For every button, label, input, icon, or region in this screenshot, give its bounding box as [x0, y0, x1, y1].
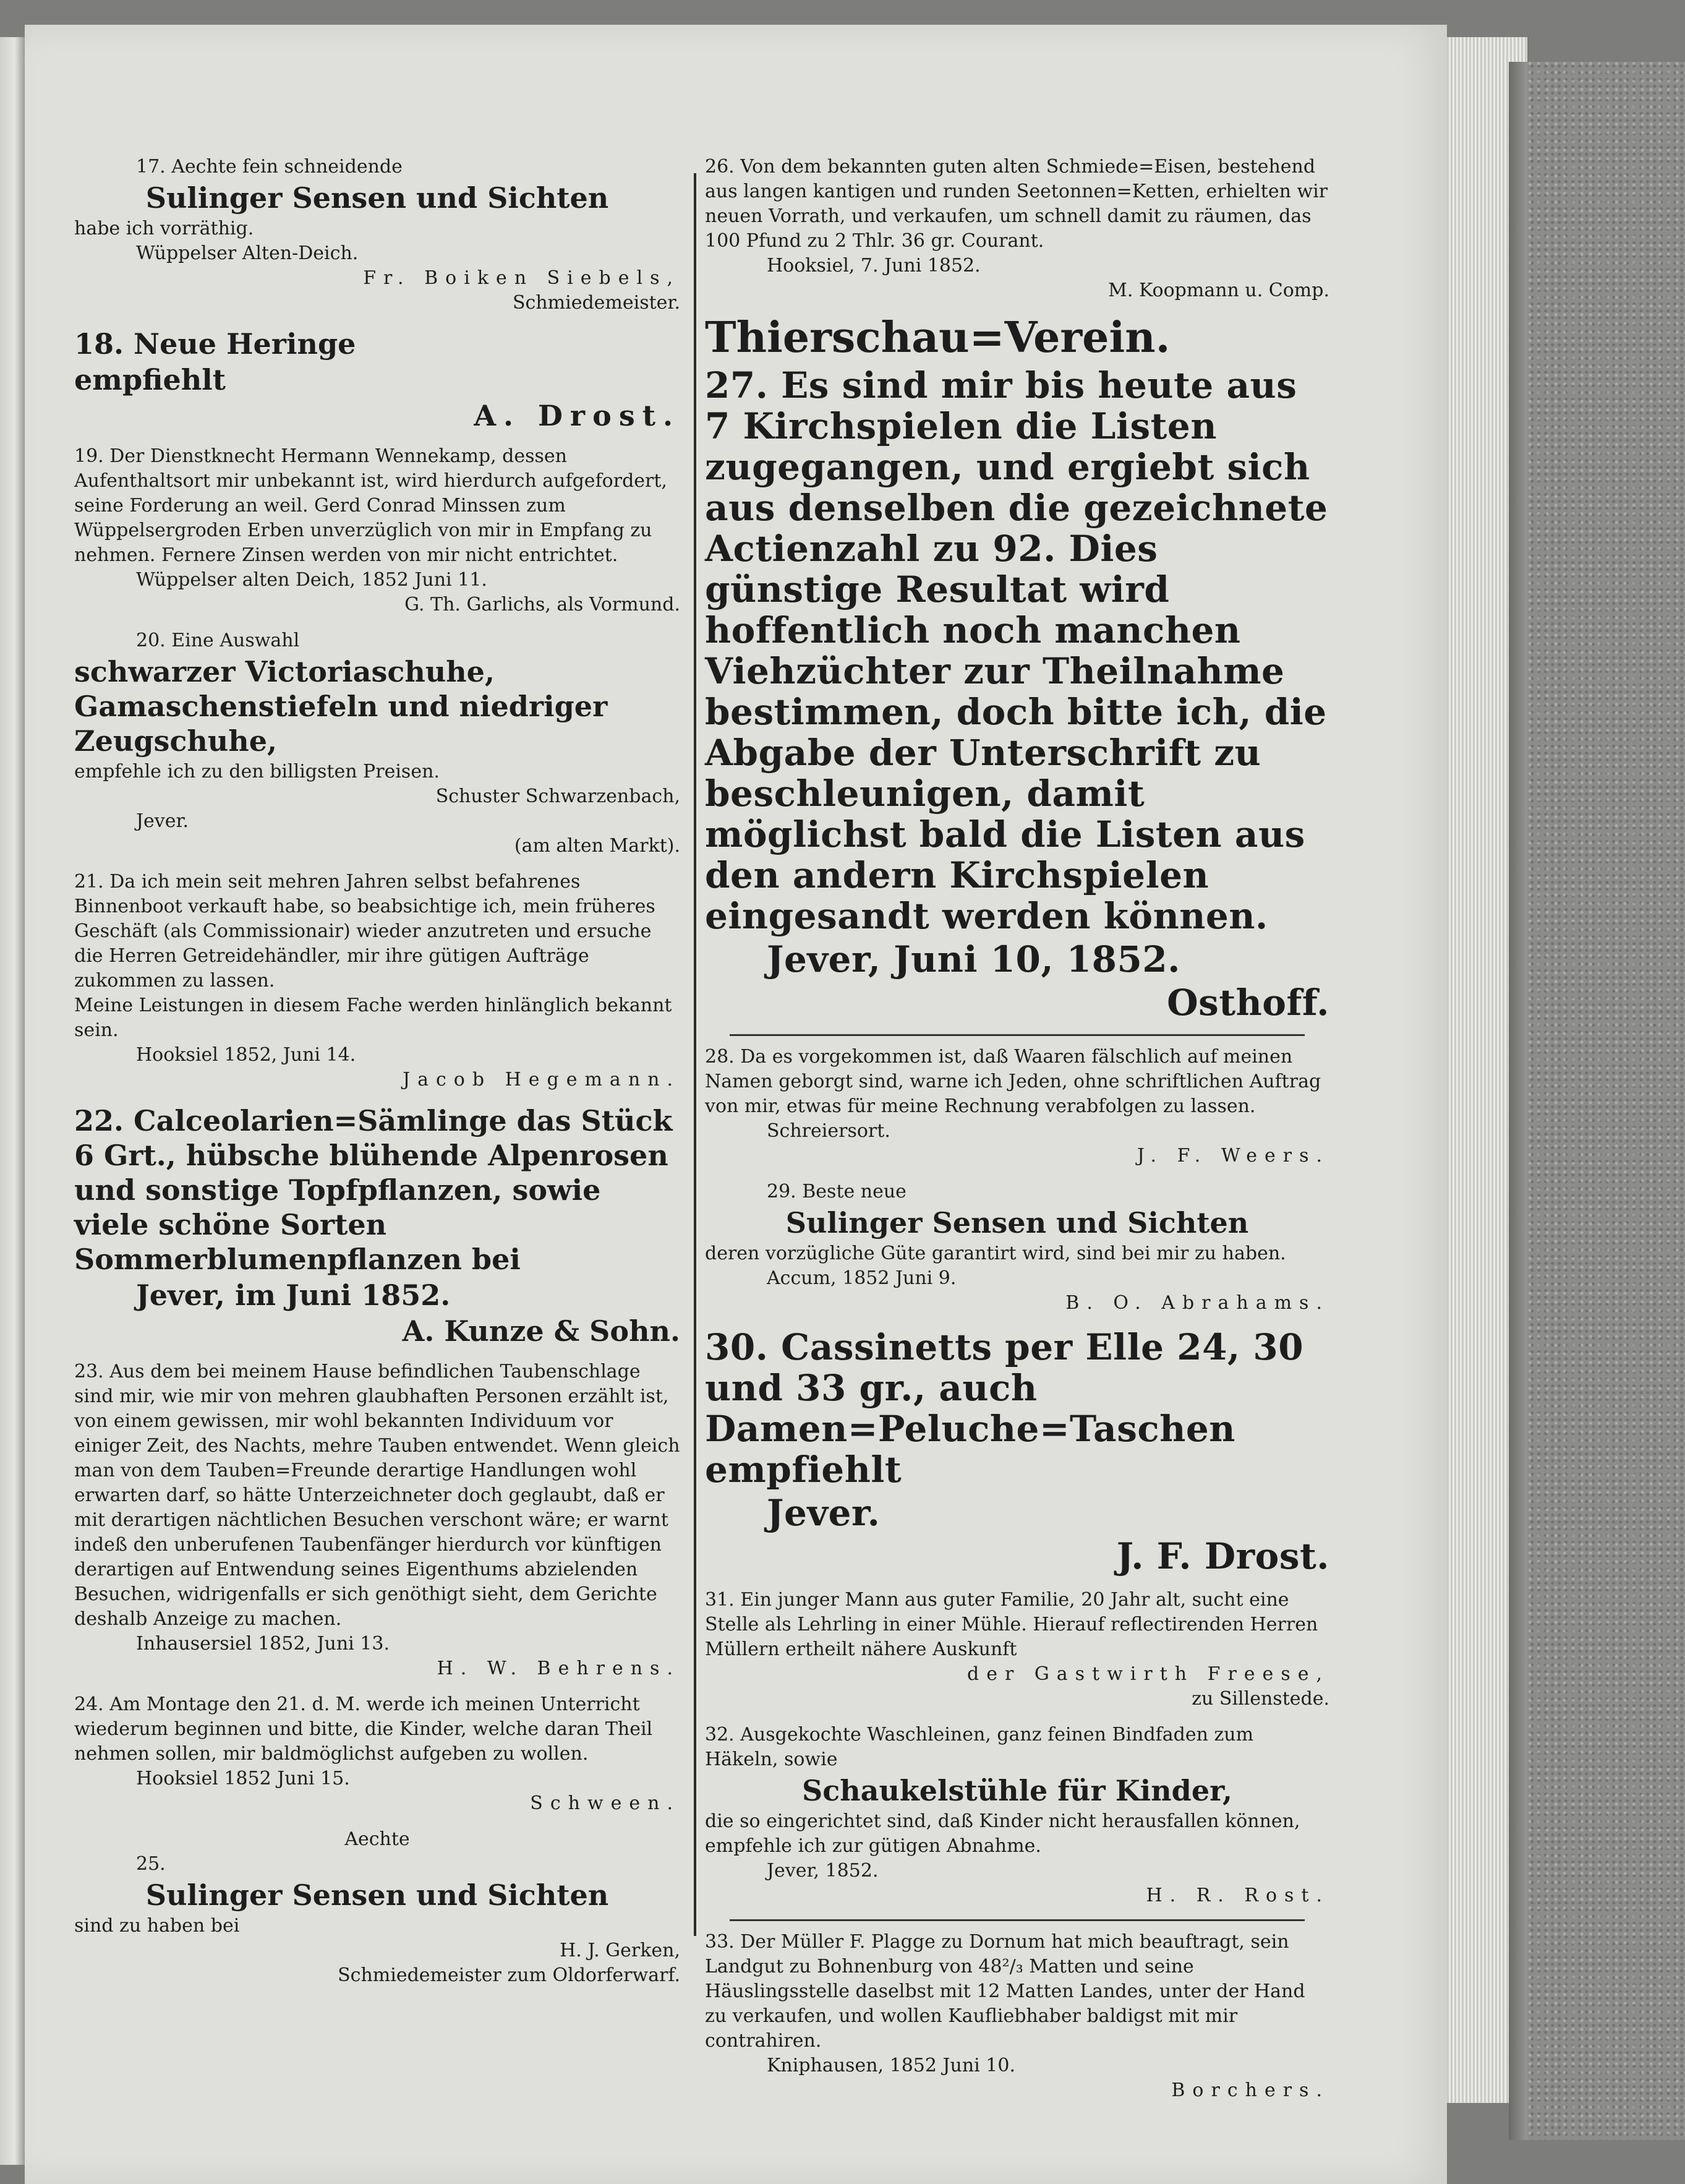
- ad-signature-title: Schmiedemeister.: [512, 292, 680, 314]
- ad-18: [74, 327, 680, 433]
- ad-signature: A. Drost.: [474, 399, 680, 432]
- ad-signature: H. W. Behrens.: [437, 1658, 680, 1679]
- ad-signature: Jacob Hegemann.: [403, 1069, 680, 1090]
- ad-17: [74, 155, 680, 315]
- ad-signature-address: (am alten Markt).: [514, 835, 680, 857]
- ad-33: [705, 1930, 1329, 2103]
- ad-text: sind zu haben bei: [74, 1915, 240, 1937]
- separator-rule: [730, 1034, 1305, 1036]
- ad-19: [74, 444, 680, 617]
- ad-place: Jever, im Juni 1852.: [136, 1278, 451, 1312]
- ad-place: Inhausersiel 1852, Juni 13.: [136, 1633, 390, 1655]
- ad-title: Schaukelstühle für Kinder,: [801, 1774, 1233, 1807]
- ad-22: [74, 1103, 680, 1348]
- ad-title: 22. Calceolarien=Sämlinge das Stück 6 Grt., hübsche blühende Alpenrosen und sonstige Topfpflanzen, sowie viele schöne Sorten Sommerblumenpflanzen bei: [74, 1104, 673, 1276]
- ad-30: [705, 1327, 1329, 1577]
- separator-rule: [730, 1919, 1305, 1921]
- ad-place: Schreiersort.: [767, 1120, 890, 1142]
- column-divider: [694, 173, 696, 1936]
- ad-heading: 32. Ausgekochte Waschleinen, ganz feinen Bindfaden zum Häkeln, sowie: [705, 1724, 1254, 1770]
- ad-heading: 17. Aechte fein schneidende: [136, 156, 403, 178]
- ad-heading: 20. Eine Auswahl: [136, 630, 300, 651]
- ad-signature: Osthoff.: [1167, 982, 1329, 1024]
- ad-place: Hooksiel 1852 Juni 15.: [136, 1768, 350, 1789]
- right-column: [705, 155, 1329, 2114]
- ad-signature: A. Kunze & Sohn.: [402, 1314, 680, 1348]
- ad-text: deren vorzügliche Güte garantirt wird, sind bei mir zu haben.: [705, 1243, 1286, 1264]
- ad-heading: Aechte: [344, 1828, 410, 1850]
- ad-text: habe ich vorräthig.: [74, 218, 254, 239]
- ad-place: Jever, 1852.: [767, 1860, 879, 1882]
- left-column: [74, 155, 680, 1999]
- ad-signature: G. Th. Garlichs, als Vormund.: [404, 594, 680, 615]
- ad-32: [705, 1723, 1329, 1908]
- ad-signature-title: Schmiedemeister zum Oldorferwarf.: [338, 1964, 680, 1986]
- ad-place: Jever.: [767, 1492, 881, 1534]
- ad-text: die so eingerichtet sind, daß Kinder nicht herausfallen können, empfehle ich zur gütigen Abnahme.: [705, 1810, 1300, 1857]
- ad-title: schwarzer Victoriaschuhe, Gamaschenstiefeln und niedriger Zeugschuhe,: [74, 655, 608, 758]
- ad-title: 18. Neue Heringe: [74, 327, 356, 361]
- ad-number: 25.: [136, 1853, 166, 1875]
- ad-place: Jever.: [136, 810, 189, 832]
- ad-signature: J. F. Weers.: [1137, 1145, 1329, 1167]
- ad-signature: Fr. Boiken Siebels,: [363, 267, 680, 289]
- ad-signature: Borchers.: [1171, 2079, 1329, 2101]
- ad-text: 24. Am Montage den 21. d. M. werde ich meinen Unterricht wiederum beginnen und bitte, die Kinder, welche daran Theil nehmen sollen, mir baldmöglichst aufgeben zu wollen.: [74, 1694, 653, 1765]
- ad-signature: Schuster Schwarzenbach,: [435, 786, 680, 807]
- ad-25: [74, 1827, 680, 1988]
- ad-27: [705, 314, 1329, 1023]
- ad-place: Kniphausen, 1852 Juni 10.: [767, 2055, 1015, 2076]
- ad-text: 19. Der Dienstknecht Hermann Wennekamp, dessen Aufenthaltsort mir unbekannt ist, wird hierdurch aufgefordert, seine Forderung an weil. Gerd Conrad Minssen zum Wüppelsergroden Erben unverzüglich von mir in Empfang zu nehmen. Fernere Zinsen werden von mir nicht entrichtet.: [74, 445, 667, 566]
- book-cover: [1527, 62, 1685, 2140]
- ad-place: Hooksiel 1852, Juni 14.: [136, 1044, 356, 1066]
- previous-page-edge: [0, 37, 25, 2165]
- ad-signature: J. F. Drost.: [1116, 1535, 1329, 1577]
- ad-28: [705, 1045, 1329, 1168]
- ad-title: 30. Cassinetts per Elle 24, 30 und 33 gr., auch Damen=Peluche=Taschen empfiehlt: [705, 1326, 1304, 1491]
- ad-text: 28. Da es vorgekommen ist, daß Waaren fälschlich auf meinen Namen geborgt sind, warne ich Jeden, ohne schriftlichen Auftrag von mir, etwas für meine Rechnung verabfolgen zu lassen.: [705, 1046, 1321, 1117]
- ad-text: 23. Aus dem bei meinem Hause befindlichen Taubenschlage sind mir, wie mir von mehren glaubhaften Personen erzählt ist, von einem gewissen, mir wohl bekannten Individuum vor einiger Zeit, des Nachts, mehre Tauben entwendet. Wenn gleich man von dem Tauben=Freunde derartige Handlungen wohl erwarten darf, so hätte Unterzeichneter doch geglaubt, daß er mit derartigen nächtlichen Besuchen verschont wäre; er warnt indeß den unberufenen Taubenfänger hierdurch vor künftigen derartigen auf Entwendung seines Eigenthums abzielenden Besuchen, widrigenfalls er sich genöthigt sieht, dem Gerichte deshalb Anzeige zu machen.: [74, 1361, 680, 1630]
- ad-29: [705, 1180, 1329, 1316]
- ad-place: Jever, Juni 10, 1852.: [767, 938, 1180, 980]
- ad-signature: H. J. Gerken,: [560, 1940, 680, 1961]
- ad-text: 21. Da ich mein seit mehren Jahren selbst befahrenes Binnenboot verkauft habe, so beabsichtige ich, mein früheres Geschäft (als Commissionair) wieder anzutreten und ersuche die Herren Getreidehändler, mir ihre gütigen Aufträge zukommen zu lassen.: [74, 871, 655, 991]
- ad-place: Hooksiel, 7. Juni 1852.: [767, 255, 981, 276]
- ad-title: Sulinger Sensen und Sichten: [785, 1206, 1249, 1240]
- ad-text: 27. Es sind mir bis heute aus 7 Kirchspielen die Listen zugegangen, und ergiebt sich aus denselben die gezeichnete Actienzahl zu 92. Dies günstige Resultat wird hoffentlich noch manchen Viehzüchter zur Theilnahme bestimmen, doch bitte ich, die Abgabe der Unterschrift zu beschleunigen, damit möglichst bald die Listen aus den andern Kirchspielen eingesandt werden können.: [705, 364, 1328, 937]
- ad-title: Thierschau=Verein.: [705, 313, 1171, 362]
- ad-21: [74, 870, 680, 1092]
- ad-text: 31. Ein junger Mann aus guter Familie, 20 Jahr alt, sucht eine Stelle als Lehrling in einer Mühle. Hierauf reflectirenden Herren Müllern ertheilt nähere Auskunft: [705, 1589, 1318, 1660]
- ad-place: Wüppelser Alten-Deich.: [136, 242, 359, 264]
- ad-title: Sulinger Sensen und Sichten: [145, 181, 609, 215]
- ad-text: 26. Von dem bekannten guten alten Schmiede=Eisen, bestehend aus langen kantigen und runden Seetonnen=Ketten, erhielten wir neuen Vorrath, und verkaufen, um schnell damit zu räumen, das 100 Pfund zu 2 Thlr. 36 gr. Courant.: [705, 156, 1328, 252]
- ad-signature: Schween.: [530, 1792, 680, 1814]
- ad-text: empfiehlt: [74, 363, 226, 396]
- ad-23: [74, 1360, 680, 1681]
- ad-signature: M. Koopmann u. Comp.: [1108, 280, 1329, 301]
- ad-text: empfehle ich zu den billigsten Preisen.: [74, 761, 440, 782]
- ad-signature-place: zu Sillenstede.: [1192, 1688, 1329, 1710]
- ad-heading: 29. Beste neue: [767, 1181, 906, 1202]
- ad-text-2: Meine Leistungen in diesem Fache werden hinlänglich bekannt sein.: [74, 995, 672, 1041]
- ad-20: [74, 628, 680, 859]
- ad-24: [74, 1692, 680, 1816]
- ad-signature: H. R. Rost.: [1146, 1885, 1329, 1906]
- ad-place: Wüppelser alten Deich, 1852 Juni 11.: [136, 569, 487, 591]
- ad-text: 33. Der Müller F. Plagge zu Dornum hat mich beauftragt, sein Landgut zu Bohnenburg von 48²/₃ Matten und seine Häuslingsstelle daselbst mit 12 Matten Landes, unter der Hand zu verkaufen, und wollen Kaufliebhaber baldigst mit mir contrahiren.: [705, 1931, 1305, 2052]
- ad-signature: der Gastwirth Freese,: [966, 1663, 1329, 1685]
- ad-26: [705, 155, 1329, 303]
- ad-title: Sulinger Sensen und Sichten: [145, 1878, 609, 1912]
- ad-signature: B. O. Abrahams.: [1065, 1292, 1329, 1314]
- ad-place: Accum, 1852 Juni 9.: [767, 1267, 957, 1289]
- ad-31: [705, 1588, 1329, 1711]
